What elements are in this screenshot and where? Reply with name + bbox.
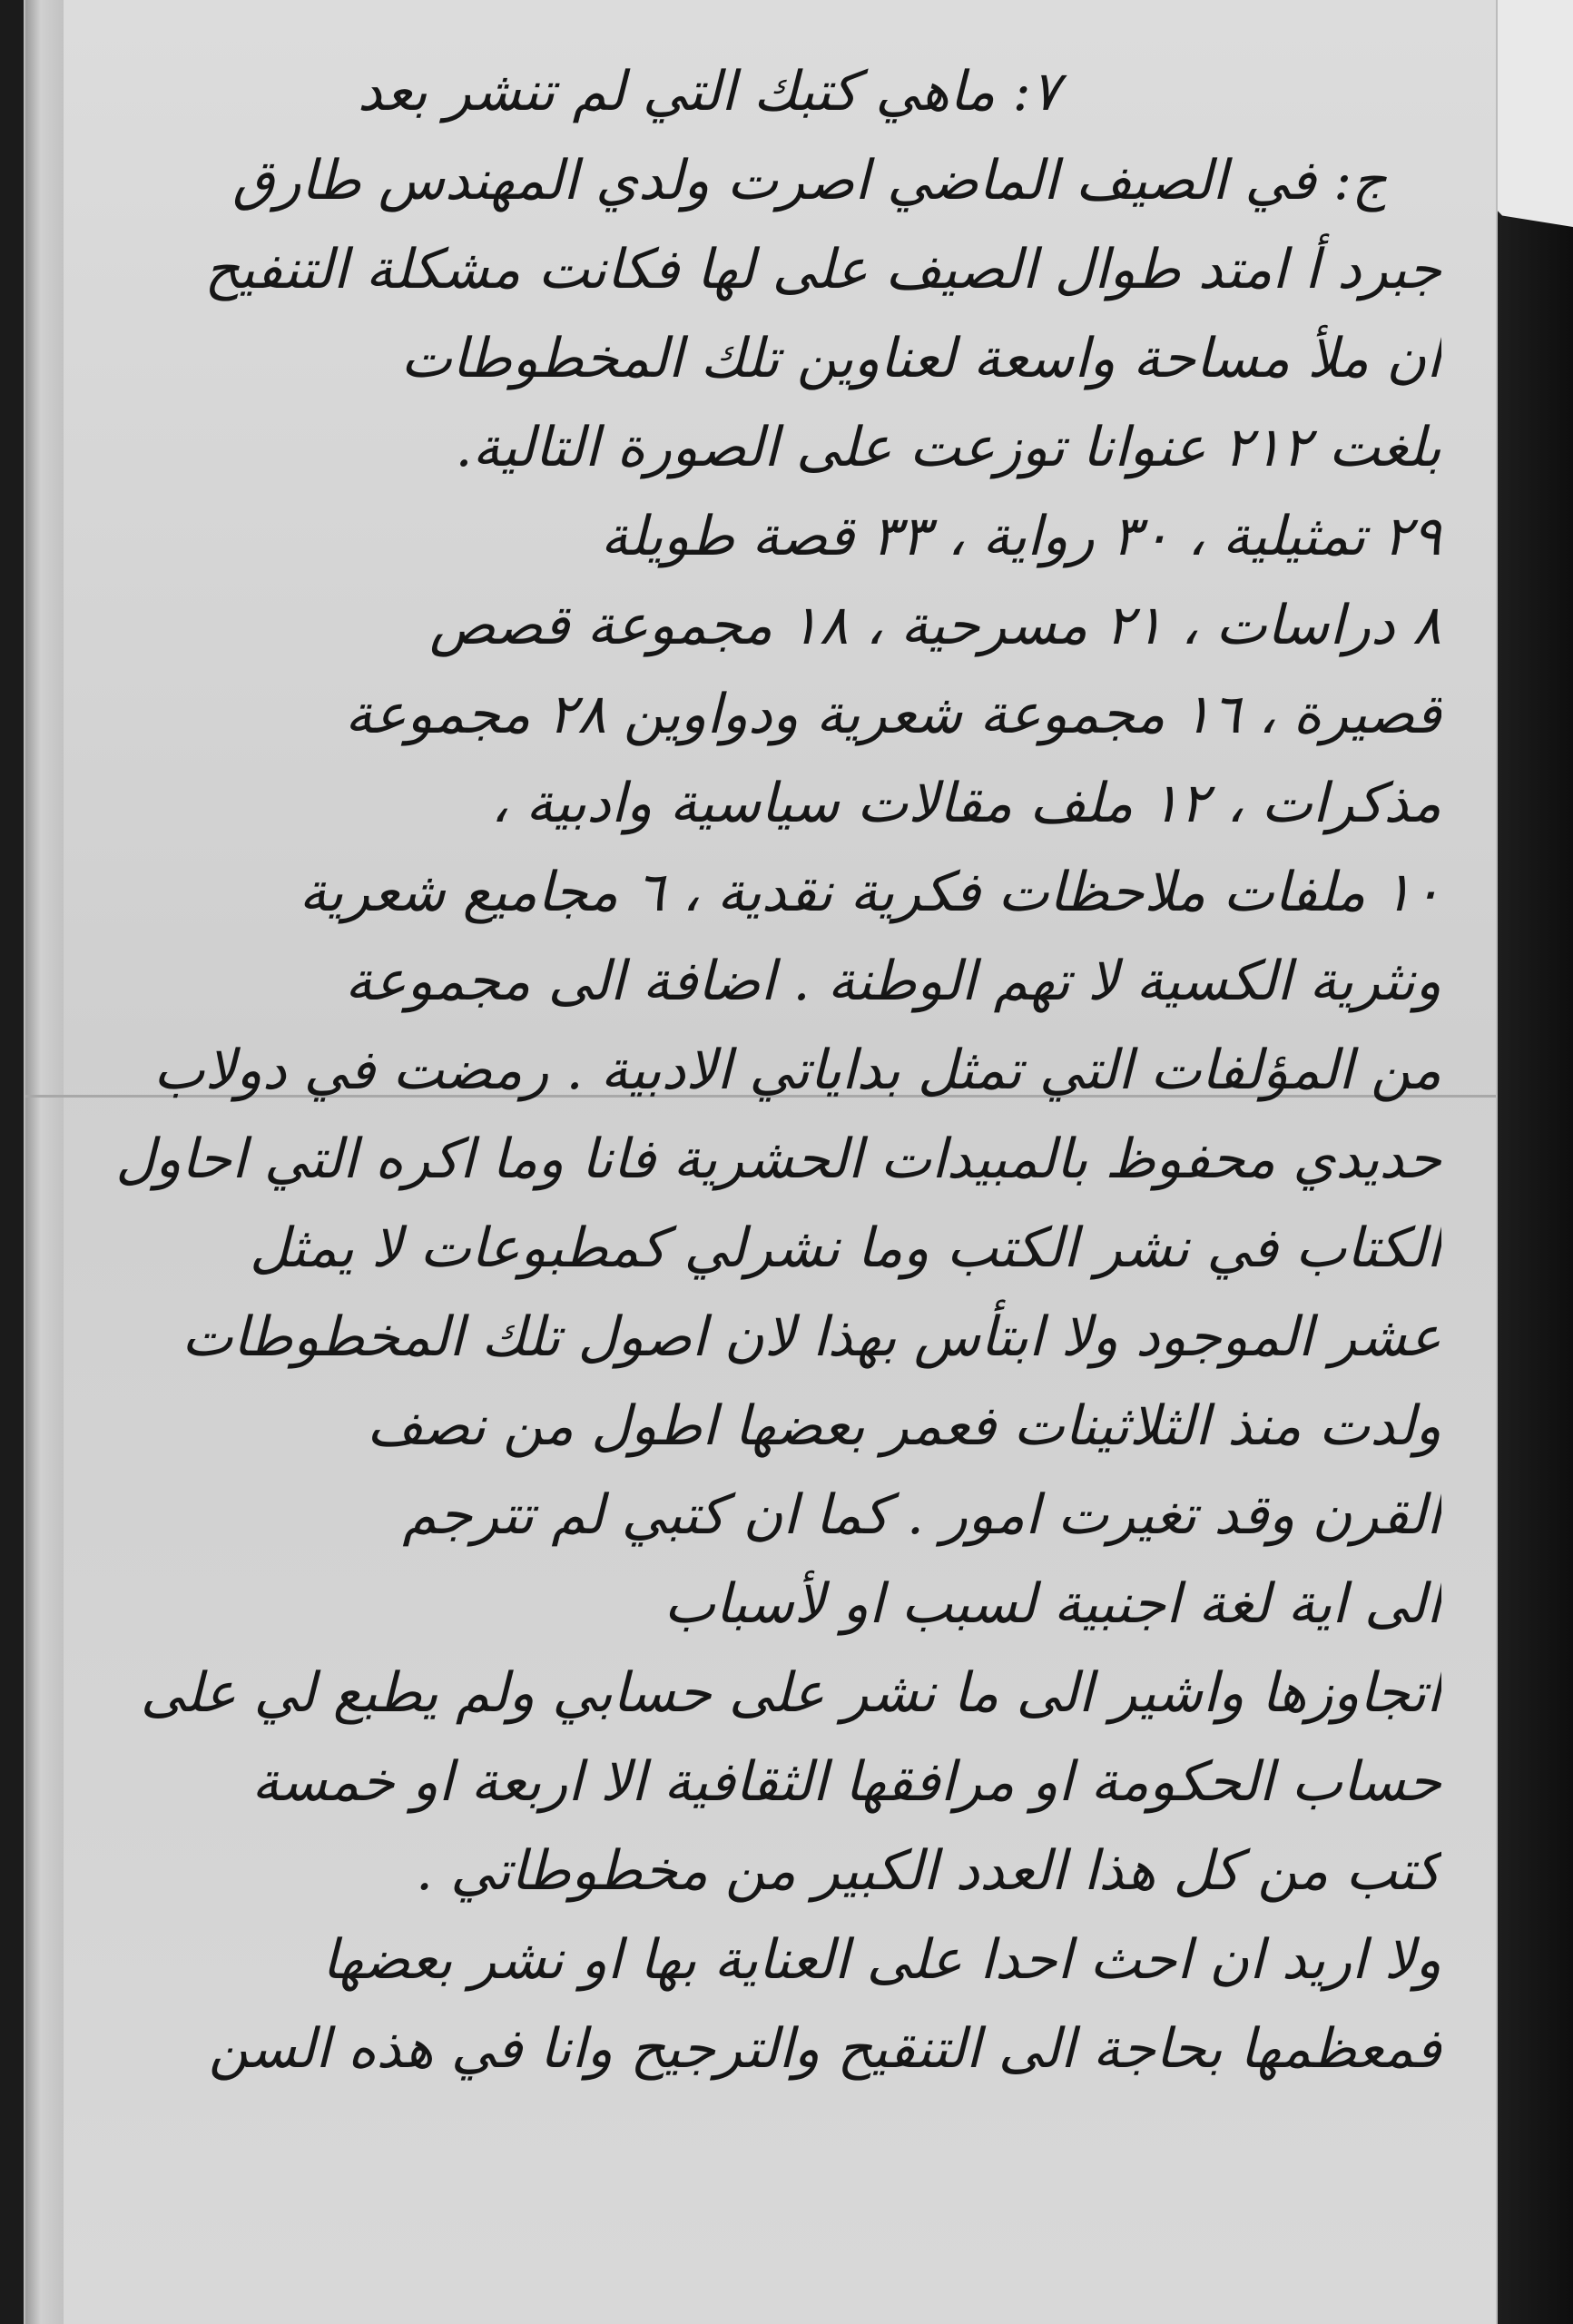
text-line: ج: في الصيف الماضي اصرت ولدي المهندس طارق [232,149,1387,212]
page-binding-edge [25,0,64,2324]
text-line: فمعظمها بحاجة الى التنقيح والترجيح وانا في هذه السن [208,2017,1441,2081]
text-line: قصيرة ، ١٦ مجموعة شعرية ودواوين ٢٨ مجموعة [344,683,1441,746]
text-line: ٧: ماهي كتبك التي لم تنشر بعد [357,60,1060,123]
text-line: مذكرات ، ١٢ ملف مقالات سياسية وادبية ، [490,772,1441,835]
handwritten-page [25,0,1496,2324]
handwritten-text [98,47,1441,2093]
text-line: الكتاب في نشر الكتب وما نشرلي كمطبوعات لا يمثل [250,1216,1441,1280]
text-line: من المؤلفات التي تمثل بداياتي الادبية . رمضت في دولاب [153,1039,1441,1102]
text-line: حساب الحكومة او مرافقها الثقافية الا اربعة او خمسة [251,1750,1441,1814]
text-line: الى اية لغة اجنبية لسبب او لأسباب [664,1572,1441,1636]
text-line: القرن وقد تغيرت امور . كما ان كتبي لم تترجم [402,1483,1441,1547]
text-line: حديدي محفوظ بالمبيدات الحشرية فانا وما اكره التي احاول [115,1128,1441,1191]
text-line: عشر الموجود ولا ابتأس بهذا لان اصول تلك المخطوطات [182,1305,1441,1369]
text-line: ١٠ ملفات ملاحظات فكرية نقدية ، ٦ مجاميع شعرية [299,861,1441,924]
text-line: كتب من كل هذا العدد الكبير من مخطوطاتي . [415,1839,1441,1903]
text-line: ولا اريد ان احث احدا على العناية بها او نشر بعضها [321,1928,1441,1992]
text-line: ٢٩ تمثيلية ، ٣٠ رواية ، ٣٣ قصة طويلة [600,505,1441,568]
text-line: اتجاوزها واشير الى ما نشر على حسابي ولم يطبع لي على [140,1661,1441,1725]
text-line: ٨ دراسات ، ٢١ مسرحية ، ١٨ مجموعة قصص [429,594,1441,657]
text-line: ونثرية الكسية لا تهم الوطنة . اضافة الى مجموعة [345,950,1441,1013]
text-line: ولدت منذ الثلاثينات فعمر بعضها اطول من نصف [367,1394,1441,1458]
text-line: ان ملأ مساحة واسعة لعناوين تلك المخطوطات [400,327,1441,390]
text-line: جبرد أ امتد طوال الصيف على لها فكانت مشكلة التنفيح [204,238,1441,301]
text-line: بلغت ٢١٢ عنوانا توزعت على الصورة التالية. [455,416,1441,479]
